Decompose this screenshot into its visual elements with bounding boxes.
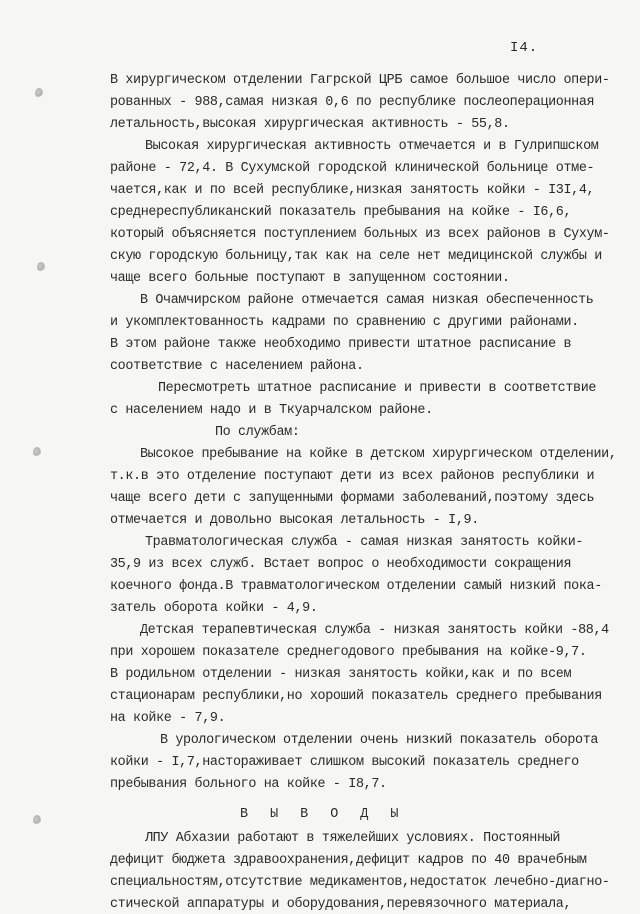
text-line: В родильном отделении - низкая занятость койки,как и по всем <box>110 667 572 682</box>
text-line: при хорошем показателе среднегодового пребывания на койке-9,7. <box>110 645 587 660</box>
text-line: на койке - 7,9. <box>110 711 226 726</box>
section-subtitle: По службам: <box>215 425 300 440</box>
text-line: чаще всего больные поступают в запущенном состоянии. <box>110 271 510 286</box>
text-line: Травматологическая служба - самая низкая занятость койки- <box>145 535 584 550</box>
text-line: стационарам республики,но хороший показатель среднего пребывания <box>110 689 602 704</box>
punch-hole-mark <box>35 88 43 98</box>
text-line: В урологическом отделении очень низкий показатель оборота <box>160 733 599 748</box>
text-line: специальностям,отсутствие медикаментов,недостаток лечебно-диагно- <box>110 875 610 890</box>
punch-hole-mark <box>33 815 41 825</box>
text-line: скую городскую больницу,так как на селе нет медицинской службы и <box>110 249 602 264</box>
text-line: затель оборота койки - 4,9. <box>110 601 318 616</box>
text-line: рованных - 988,самая низкая 0,6 по республике послеоперационная <box>110 95 595 110</box>
text-line: который объясняется поступлением больных из всех районов в Сухум- <box>110 227 610 242</box>
text-line: чаще всего дети с запущенными формами заболеваний,поэтому здесь <box>110 491 595 506</box>
text-line: Детская терапевтическая служба - низкая занятость койки -88,4 <box>140 623 609 638</box>
text-line: летальность,высокая хирургическая активность - 55,8. <box>110 117 510 132</box>
punch-hole-mark <box>33 447 41 457</box>
text-line: 35,9 из всех служб. Встает вопрос о необходимости сокращения <box>110 557 572 572</box>
text-line: с населением надо и в Ткуарчалском районе. <box>110 403 433 418</box>
text-line: чается,как и по всей республике,низкая занятость койки - I3I,4, <box>110 183 595 198</box>
text-line: т.к.в это отделение поступают дети из всех районов республики и <box>110 469 595 484</box>
text-line: среднереспубликанский показатель пребывания на койке - I6,6, <box>110 205 572 220</box>
text-line: соответствие с населением района. <box>110 359 364 374</box>
text-line: дефицит бюджета здравоохранения,дефицит кадров по 40 врачебным <box>110 853 587 868</box>
page-number: I4. <box>510 40 539 56</box>
text-line: койки - I,7,настораживает слишком высокий показатель среднего <box>110 755 579 770</box>
section-heading: В Ы В О Д Ы <box>240 807 406 822</box>
text-line: В этом районе также необходимо привести штатное расписание в <box>110 337 572 352</box>
text-line: районе - 72,4. В Сухумской городской клинической больнице отме- <box>110 161 595 176</box>
text-line: В Очамчирском районе отмечается самая низкая обеспеченность <box>140 293 594 308</box>
text-line: В хирургическом отделении Гагрской ЦРБ самое большое число опери- <box>110 73 610 88</box>
text-line: Пересмотреть штатное расписание и привести в соответствие <box>158 381 597 396</box>
text-line: и укомплектованность кадрами по сравнению с другими районами. <box>110 315 579 330</box>
punch-hole-mark <box>37 262 45 272</box>
text-line: ЛПУ Абхазии работают в тяжелейших условиях. Постоянный <box>145 831 561 846</box>
text-line: стической аппаратуры и оборудования,перевязочного материала, <box>110 897 572 912</box>
text-line: Высокое пребывание на койке в детском хирургическом отделении, <box>140 447 617 462</box>
text-line: Высокая хирургическая активность отмечается и в Гулрипшском <box>145 139 599 154</box>
text-line: отмечается и довольно высокая летальность - I,9. <box>110 513 479 528</box>
text-line: пребывания больного на койке - I8,7. <box>110 777 387 792</box>
text-line: коечного фонда.В травматологическом отделении самый низкий пока- <box>110 579 602 594</box>
